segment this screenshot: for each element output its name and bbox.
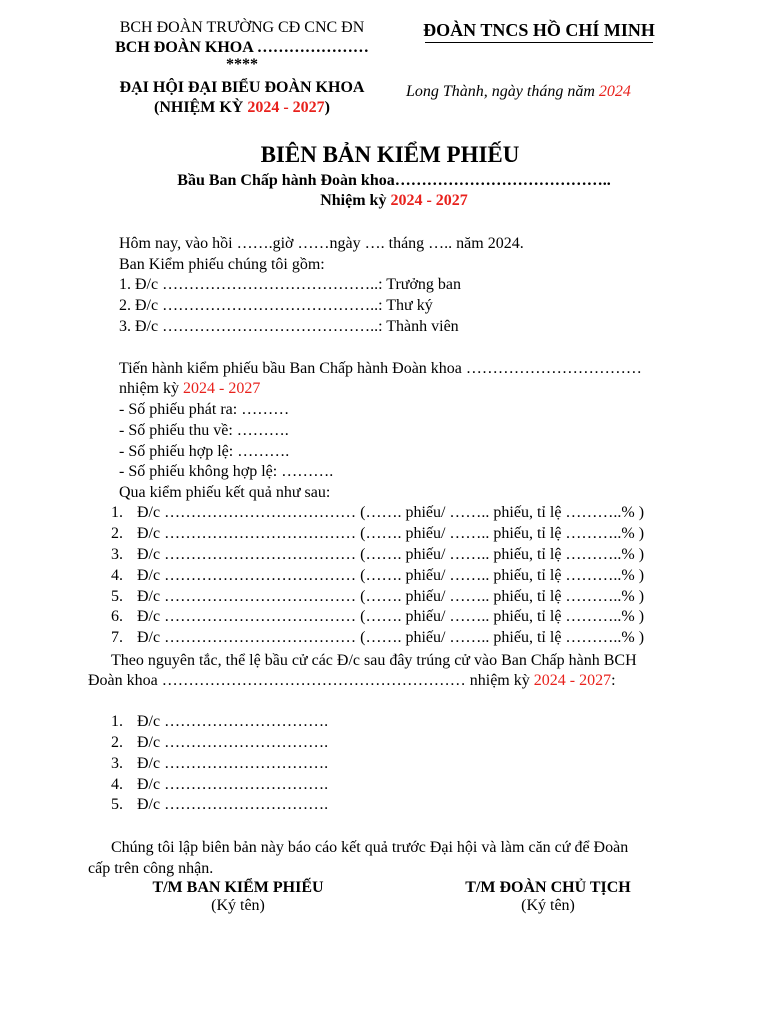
header-right-block [404,19,674,43]
ballots-returned: - Số phiếu thu về: ………. [119,422,289,439]
faculty-union-name: BCH ĐOÀN KHOA ………………… [115,39,369,56]
signature-title: T/M ĐOÀN CHỦ TỊCH [465,879,631,896]
organization-title: ĐOÀN TNCS HỒ CHÍ MINH [423,20,655,40]
committee-member: 2. Đ/c …………………………………..: Thư ký [119,297,433,314]
union-school-name: BCH ĐOÀN TRƯỜNG CĐ CNC ĐN [119,19,365,36]
elected-member-row: 4. Đ/c …………………………. [111,776,329,793]
candidate-result-row: 2. Đ/c ……………………………… (……. phiếu/ …….. phiếu, tỉ lệ ………..% ) [111,525,645,542]
elected-member-row: 3. Đ/c …………………………. [111,755,329,772]
document-term: Nhiệm kỳ 2024 - 2027 [320,192,468,209]
candidate-result-row: 1. Đ/c ……………………………… (……. phiếu/ …….. phiếu, tỉ lệ ………..% ) [111,504,645,521]
ballots-valid: - Số phiếu hợp lệ: ………. [119,443,290,460]
header-left-block [82,18,402,118]
closing-statement: Chúng tôi lập biên bản này báo cáo kết quả trước Đại hội và làm căn cứ để Đoàn [111,839,629,856]
elected-member-row: 2. Đ/c …………………………. [111,734,329,751]
committee-member: 1. Đ/c …………………………………..: Trưởng ban [119,276,462,293]
candidate-result-row: 6. Đ/c ……………………………… (……. phiếu/ …….. phiếu, tỉ lệ ………..% ) [111,608,645,625]
candidate-result-row: 7. Đ/c ……………………………… (……. phiếu/ …….. phiếu, tỉ lệ ………..% ) [111,629,645,646]
signature-title: T/M BAN KIỂM PHIẾU [152,879,324,896]
elected-member-row: 1. Đ/c …………………………. [111,713,329,730]
congress-name: ĐẠI HỘI ĐẠI BIỂU ĐOÀN KHOA [119,79,365,96]
ballots-invalid: - Số phiếu không hợp lệ: ………. [119,463,334,480]
closing-statement-cont: cấp trên công nhận. [88,860,214,877]
result-intro: Qua kiểm phiếu kết quả như sau: [119,484,331,501]
election-rule-statement: Theo nguyên tắc, thể lệ bầu cử các Đ/c sau đây trúng cử vào Ban Chấp hành BCH [111,652,637,669]
committee-intro: Ban Kiểm phiếu chúng tôi gồm: [119,256,325,273]
candidate-result-row: 5. Đ/c ……………………………… (……. phiếu/ …….. phiếu, tỉ lệ ………..% ) [111,588,645,605]
signature-block-counting-committee [108,879,368,915]
document-subtitle: Bầu Ban Chấp hành Đoàn khoa………………………………….. [177,172,611,189]
candidate-result-row: 3. Đ/c ……………………………… (……. phiếu/ …….. phiếu, tỉ lệ ………..% ) [111,546,645,563]
ballots-issued: - Số phiếu phát ra: ……… [119,401,290,418]
place-date: Long Thành, ngày tháng năm 2024 [406,83,631,100]
candidate-result-row: 4. Đ/c ……………………………… (……. phiếu/ …….. phiếu, tỉ lệ ………..% ) [111,567,645,584]
congress-term: (NHIỆM KỲ 2024 - 2027) [154,99,330,116]
signature-block-presidium [418,879,678,915]
counting-statement: Tiến hành kiểm phiếu bầu Ban Chấp hành Đoàn khoa …………………………… [119,360,642,377]
counting-term: nhiệm kỳ 2024 - 2027 [119,380,261,397]
signature-note: (Ký tên) [211,897,265,914]
committee-member: 3. Đ/c …………………………………..: Thành viên [119,318,459,335]
title-underline [425,42,653,43]
signature-note: (Ký tên) [521,897,575,914]
election-rule-statement-cont: Đoàn khoa ………………………………………………… nhiệm kỳ 2024 - 2027: [88,672,616,689]
document-title: BIÊN BẢN KIỂM PHIẾU [260,142,520,167]
opening-line: Hôm nay, vào hồi …….giờ ……ngày …. tháng ….. năm 2024. [119,235,524,252]
elected-member-row: 5. Đ/c …………………………. [111,796,329,813]
separator-stars: **** [226,56,258,73]
